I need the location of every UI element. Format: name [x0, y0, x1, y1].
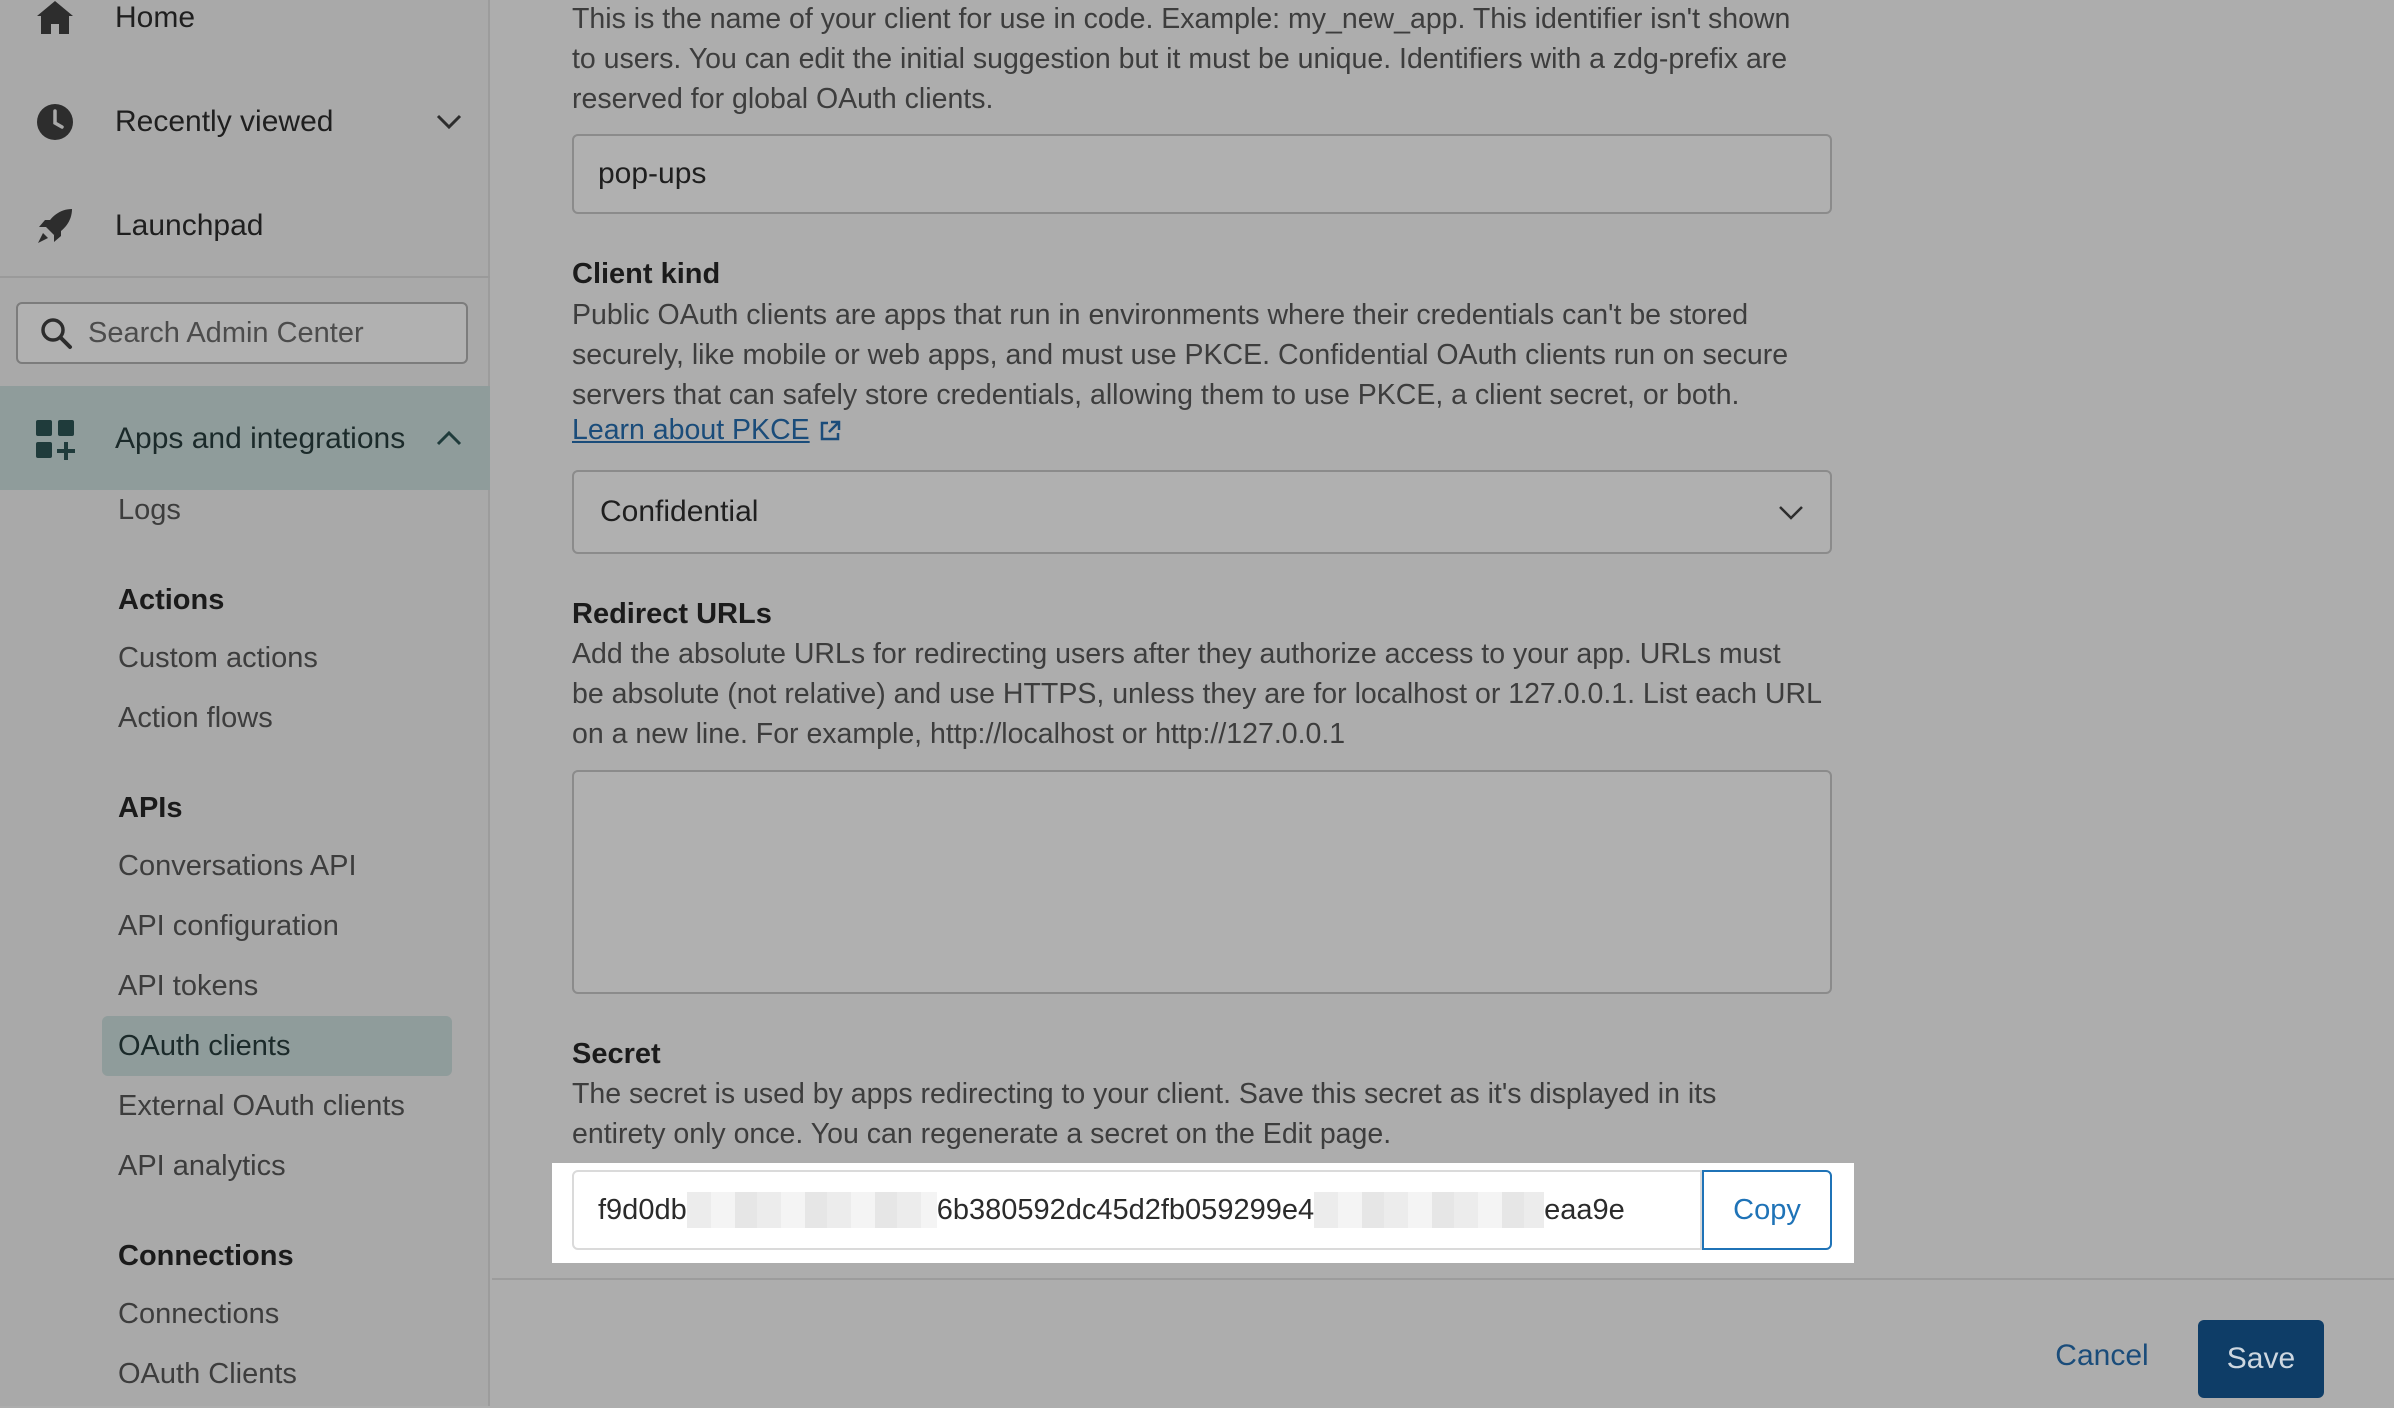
secret-part-3: eaa9e [1544, 1193, 1625, 1226]
chevron-up-icon[interactable] [432, 421, 466, 455]
client-identifier-field[interactable]: pop-ups [572, 134, 1832, 214]
learn-about-pkce-text: Learn about PKCE [572, 414, 810, 446]
redacted-block [687, 1192, 937, 1228]
clock-icon [32, 99, 78, 145]
secret-part-1: f9d0db [598, 1193, 687, 1226]
redirect-help-line-3: on a new line. For example, http://localhost or http://127.0.0.1 [572, 718, 1346, 750]
client-kind-select[interactable] [572, 470, 1832, 554]
identifier-help-line-1: This is the name of your client for use in code. Example: my_new_app. This identifier isn't shown [572, 3, 1791, 35]
nav-home-label: Home [115, 1, 196, 34]
sidebar-item-logs[interactable]: Logs [118, 493, 181, 526]
sidebar-item-api-analytics[interactable]: API analytics [118, 1149, 286, 1182]
search-input[interactable] [16, 302, 468, 364]
sidebar-item-custom-actions[interactable]: Custom actions [118, 641, 318, 674]
sidebar-item-oauth-clients-connections[interactable]: OAuth Clients [118, 1357, 297, 1390]
secret-help-line-2: entirety only once. You can regenerate a secret on the Edit page. [572, 1118, 1392, 1150]
nav-apps-and-integrations[interactable] [0, 386, 490, 490]
redirect-help-line-1: Add the absolute URLs for redirecting users after they authorize access to your app. URLs must [572, 638, 1781, 670]
secret-field[interactable] [572, 1170, 1702, 1250]
sidebar-item-oauth-clients[interactable]: OAuth clients [102, 1016, 452, 1076]
client-kind-label: Client kind [572, 258, 721, 290]
search-placeholder: Search Admin Center [88, 316, 364, 349]
sidebar-heading-apis: APIs [118, 792, 183, 824]
sidebar [0, 0, 490, 1406]
save-button[interactable]: Save [2198, 1320, 2324, 1398]
client-kind-value: Confidential [600, 495, 759, 528]
redirect-urls-textarea[interactable] [572, 770, 1832, 994]
nav-launchpad-label: Launchpad [115, 209, 264, 242]
search-icon [38, 315, 74, 351]
chevron-down-icon[interactable] [432, 105, 466, 139]
copy-button[interactable]: Copy [1702, 1170, 1832, 1250]
secret-part-2: 6b380592dc45d2fb059299e4 [936, 1193, 1315, 1226]
sidebar-divider [0, 276, 490, 278]
sidebar-heading-connections: Connections [118, 1240, 294, 1272]
redacted-block [1314, 1192, 1544, 1228]
chevron-down-icon [1774, 496, 1808, 530]
client-kind-help-line-1: Public OAuth clients are apps that run in environments where their credentials can't be stored [572, 299, 1749, 331]
nav-home[interactable] [0, 0, 490, 58]
nav-apps-label: Apps and integrations [115, 422, 406, 455]
cancel-button[interactable]: Cancel [2055, 1339, 2149, 1372]
rocket-icon [32, 203, 78, 249]
sidebar-item-connections[interactable]: Connections [118, 1297, 280, 1330]
nav-recently-viewed-label: Recently viewed [115, 105, 334, 138]
external-link-icon [818, 419, 842, 443]
sidebar-item-action-flows[interactable]: Action flows [118, 701, 273, 734]
home-icon [32, 0, 78, 41]
sidebar-item-api-tokens[interactable]: API tokens [118, 969, 259, 1002]
client-kind-help-line-3: servers that can safely store credentials, allowing them to use PKCE, a client secret, or both. [572, 379, 1740, 411]
sidebar-heading-actions: Actions [118, 584, 225, 616]
redirect-help-line-2: be absolute (not relative) and use HTTPS, unless they are for localhost or 127.0.0.1. List each URL [572, 678, 1822, 710]
learn-about-pkce-link[interactable] [572, 414, 842, 447]
sidebar-item-api-configuration[interactable]: API configuration [118, 909, 339, 942]
nav-recently-viewed[interactable] [0, 82, 490, 162]
redirect-urls-label: Redirect URLs [572, 598, 772, 630]
identifier-help-line-2: to users. You can edit the initial suggestion but it must be unique. Identifiers with a zdg-prefix are [572, 43, 1788, 75]
sidebar-item-conversations-api[interactable]: Conversations API [118, 849, 357, 882]
nav-launchpad[interactable] [0, 186, 490, 266]
client-kind-help-line-2: securely, like mobile or web apps, and must use PKCE. Confidential OAuth clients run on secure [572, 339, 1789, 371]
sidebar-item-external-oauth-clients[interactable]: External OAuth clients [118, 1089, 405, 1122]
identifier-help-line-3: reserved for global OAuth clients. [572, 83, 994, 115]
secret-help-line-1: The secret is used by apps redirecting to your client. Save this secret as it's displayed in its [572, 1078, 1717, 1110]
apps-grid-icon [34, 418, 78, 462]
secret-label: Secret [572, 1038, 661, 1070]
